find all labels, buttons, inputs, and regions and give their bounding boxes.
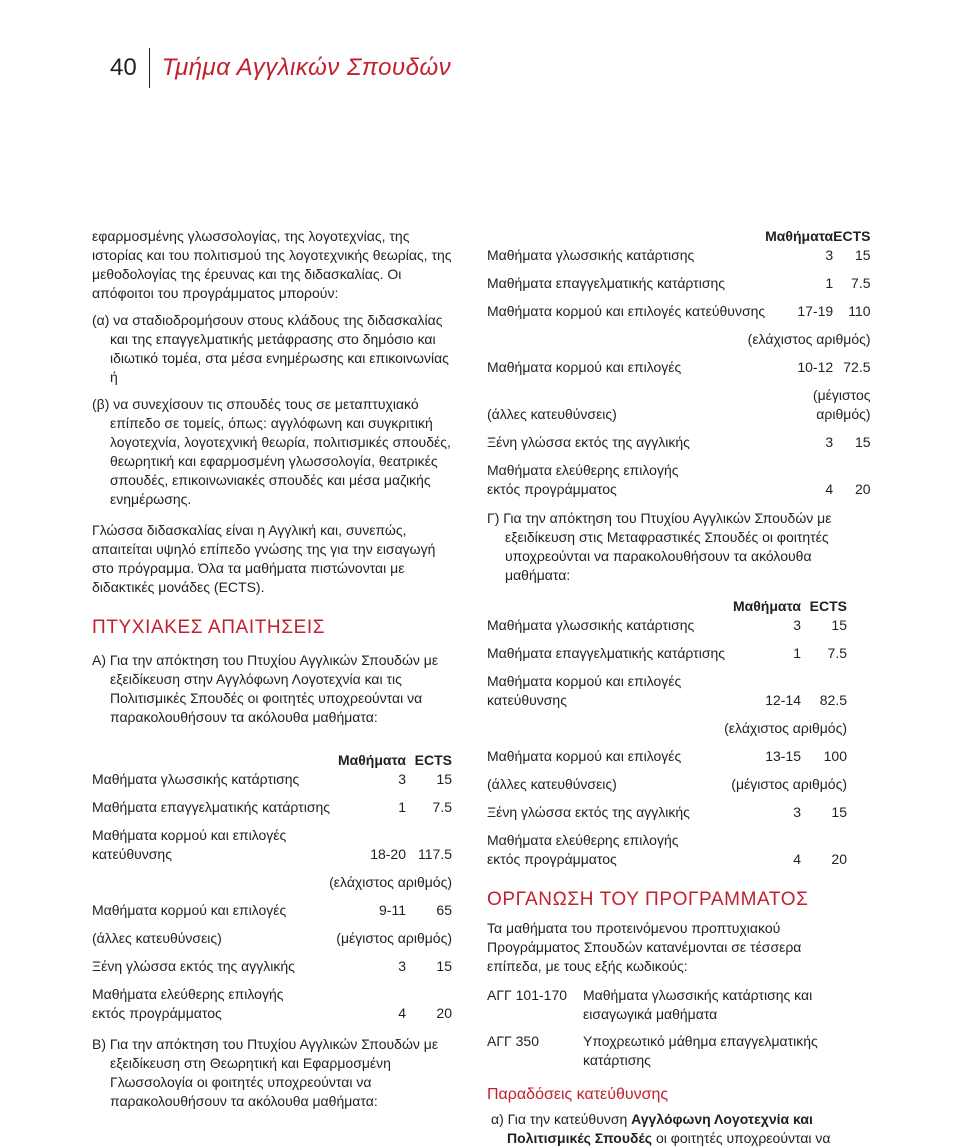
table-row	[487, 246, 871, 265]
col-courses: Μαθήματα	[732, 598, 801, 614]
row-courses: 3	[398, 958, 406, 974]
row-label	[487, 452, 765, 499]
row-label-line: Μαθήματα κορμού και επιλογές	[487, 673, 682, 689]
row-ects: 15	[854, 247, 871, 263]
row-courses: 4	[398, 1005, 406, 1021]
row-sublabel: (άλλες κατευθύνσεις)	[92, 930, 222, 946]
row-label	[487, 822, 730, 869]
row-courses: 4	[793, 851, 801, 867]
career-option-a: (α) να σταδιοδρομήσουν στους κλάδους της διδασκαλίας και της επαγγελματικής μετάφρασης στο δημόσιο και ιδιωτικό τομέα, στα μέσα ενημέρωσης και επικοινωνίας ή	[92, 312, 449, 385]
table-row	[487, 663, 847, 710]
row-label: Μαθήματα κορμού και επιλογές	[487, 748, 682, 764]
row-label: Μαθήματα κορμού και επιλογές	[92, 902, 287, 918]
table-row	[487, 616, 847, 635]
col-ects: ECTS	[809, 598, 847, 614]
row-label: Ξένη γλώσσα εκτός της αγγλικής	[487, 434, 690, 450]
row-label: Μαθήματα γλωσσικής κατάρτισης	[487, 617, 695, 633]
course-codes-table	[487, 986, 847, 1070]
row-ects: 15	[854, 434, 871, 450]
table-note-row	[487, 321, 871, 349]
page-number: 40	[110, 54, 137, 81]
row-courses: 1	[398, 799, 406, 815]
row-ects: 20	[831, 851, 847, 867]
row-label-line: Μαθήματα ελεύθερης επιλογής	[487, 832, 679, 848]
row-ects: 15	[831, 804, 847, 820]
course-code: ΑΓΓ 101-170	[487, 987, 568, 1003]
course-code: ΑΓΓ 350	[487, 1033, 540, 1049]
row-sublabel: (άλλες κατευθύνσεις)	[487, 776, 617, 792]
traditions-track-name-cont: Πολιτισμικές Σπουδές	[507, 1130, 653, 1146]
row-courses: 9-11	[379, 902, 406, 918]
row-courses: 3	[825, 434, 834, 450]
table-row	[92, 770, 452, 789]
col-courses: Μαθήματα	[765, 228, 834, 244]
row-ects: 110	[848, 303, 871, 319]
row-courses: 13-15	[765, 748, 801, 764]
table-row	[487, 452, 871, 499]
organization-text: Τα μαθήματα του προτεινόμενου προπτυχιακού Προγράμματος Σπουδών κατανέμονται σε τέσσερα επίπεδα, με τους εξής κωδικούς:	[487, 920, 802, 974]
row-label	[92, 817, 335, 864]
requirements-c-intro: Γ) Για την απόκτηση του Πτυχίου Αγγλικών Σπουδών με εξειδίκευση στις Μεταφραστικές Σπουδές οι φοιτητές υποχρεούνται να παρακολουθήσουν τα ακόλουθα μαθήματα:	[487, 510, 832, 583]
table-row	[487, 635, 847, 663]
row-note: (ελάχιστος αριθμός)	[747, 331, 871, 347]
row-ects: 65	[436, 902, 452, 918]
row-label: Μαθήματα γλωσσικής κατάρτισης	[92, 771, 300, 787]
table-row	[487, 794, 847, 822]
row-label	[487, 663, 730, 710]
row-label: Ξένη γλώσσα εκτός της αγγλικής	[487, 804, 690, 820]
row-label-line: εκτός προγράμματος	[487, 481, 617, 497]
row-label-line: Μαθήματα ελεύθερης επιλογής	[92, 986, 284, 1002]
requirements-b-intro: Β) Για την απόκτηση του Πτυχίου Αγγλικών Σπουδών με εξειδίκευση στη Θεωρητική και Εφαρμοσμένη Γλωσσολογία οι φοιτητές υποχρεούνται να παρακολουθήσουν τα ακόλουθα μαθήματα:	[92, 1036, 439, 1109]
course-code-desc: Μαθήματα γλωσσικής κατάρτισης και εισαγωγικά μαθήματα	[583, 987, 813, 1022]
row-ects: 72.5	[843, 359, 871, 375]
left-column	[92, 227, 452, 1111]
row-ects: 15	[436, 958, 452, 974]
page-header	[110, 50, 451, 86]
row-ects: 100	[823, 748, 847, 764]
row-courses: 3	[398, 771, 406, 787]
organization-heading: ΟΡΓΑΝΩΣΗ ΤΟΥ ΠΡΟΓΡΑΜΜΑΤΟΣ	[487, 889, 809, 910]
language-note: Γλώσσα διδασκαλίας είναι η Αγγλική και, συνεπώς, απαιτείται υψηλό επίπεδο γνώσης της για την εισαγωγή στο πρόγραμμα. Όλα τα μαθήματα πιστώνονται με διδακτικές μονάδες (ECTS).	[92, 522, 436, 595]
row-courses: 17-19	[797, 303, 834, 319]
row-courses: 4	[825, 481, 834, 497]
table-header-row	[92, 751, 452, 770]
table-row	[487, 293, 871, 321]
section-title: Τμήμα Αγγλικών Σπουδών	[161, 54, 452, 81]
row-label-line: εκτός προγράμματος	[92, 1005, 222, 1021]
table-header-row	[487, 227, 871, 246]
table-row	[487, 738, 847, 766]
row-note: (ελάχιστος αριθμός)	[329, 874, 452, 890]
code-row	[487, 986, 847, 1024]
table-row	[92, 789, 452, 817]
row-courses: 3	[825, 247, 834, 263]
table-note-row	[92, 920, 452, 948]
credits-table-a	[92, 751, 452, 1023]
row-label: Ξένη γλώσσα εκτός της αγγλικής	[92, 958, 295, 974]
row-label-line: κατεύθυνσης	[92, 846, 172, 862]
row-note: (μέγιστος αριθμός)	[731, 776, 847, 792]
table-row	[487, 424, 871, 452]
row-label-line: εκτός προγράμματος	[487, 851, 617, 867]
table-row	[92, 817, 452, 864]
row-label: Μαθήματα επαγγελματικής κατάρτισης	[92, 799, 330, 815]
row-note: (ελάχιστος αριθμός)	[724, 720, 847, 736]
traditions-track-name: Αγγλόφωνη Λογοτεχνία και	[631, 1111, 813, 1127]
table-note-row	[92, 864, 452, 892]
row-ects: 117.5	[418, 846, 452, 862]
requirements-heading: ΠΤΥΧΙΑΚΕΣ ΑΠΑΙΤΗΣΕΙΣ	[92, 617, 326, 638]
credits-table-c	[487, 597, 847, 869]
col-courses: Μαθήματα	[337, 752, 406, 768]
intro-paragraph: εφαρμοσμένης γλωσσολογίας, της λογοτεχνίας, της ιστορίας και του πολιτισμού της λογοτεχνικής θεωρίας, της μεθοδολογίας της έρευνας και της διδασκαλίας. Οι απόφοιτοι του προγράμματος μπορούν:	[92, 228, 452, 301]
row-courses: 12-14	[765, 692, 801, 708]
table-row	[487, 349, 871, 377]
row-ects: 82.5	[819, 692, 847, 708]
table-row	[92, 892, 452, 920]
row-ects: 20	[436, 1005, 452, 1021]
row-ects: 7.5	[827, 645, 847, 661]
row-courses: 10-12	[797, 359, 834, 375]
table-row	[92, 948, 452, 976]
row-ects: 15	[436, 771, 452, 787]
table-note-row	[487, 766, 847, 794]
table-row	[487, 822, 847, 869]
course-code-desc: Υποχρεωτικό μάθημα επαγγελματικής κατάρτισης	[583, 1033, 818, 1068]
table-header-row	[487, 597, 847, 616]
requirements-a-intro: Α) Για την απόκτηση του Πτυχίου Αγγλικών Σπουδών με εξειδίκευση στην Αγγλόφωνη Λογοτεχνία και τις Πολιτισμικές Σπουδές οι φοιτητές υποχρεούνται να παρακολουθήσουν τα ακόλουθα μαθήματα:	[92, 652, 439, 725]
row-ects: 7.5	[851, 275, 871, 291]
row-label-line: Μαθήματα ελεύθερης επιλογής	[487, 462, 679, 478]
row-note: (μέγιστος αριθμός)	[812, 387, 871, 422]
row-label: Μαθήματα επαγγελματικής κατάρτισης	[487, 645, 725, 661]
career-option-b: (β) να συνεχίσουν τις σπουδές τους σε μεταπτυχιακό επίπεδο σε τομείς, όπως: αγγλόφωνη και συγκριτική λογοτεχνία, λογοτεχνική θεωρία, πολιτισμικές σπουδές, θεωρητική και εφαρμοσμένη γλωσσολογία, θεατρικές σπουδές, επικοινωνιακές σπουδές και μέσα μαζικής ενημέρωσης.	[92, 396, 451, 507]
code-row	[487, 1024, 847, 1070]
row-sublabel: (άλλες κατευθύνσεις)	[487, 406, 617, 422]
row-courses: 3	[793, 804, 801, 820]
row-courses: 18-20	[370, 846, 406, 862]
row-courses: 1	[793, 645, 801, 661]
credits-table-b	[487, 227, 871, 499]
row-label-line: Μαθήματα κορμού και επιλογές	[92, 827, 287, 843]
row-label: Μαθήματα κορμού και επιλογές	[487, 359, 682, 375]
row-label: Μαθήματα γλωσσικής κατάρτισης	[487, 247, 695, 263]
traditions-prefix: α) Για την κατεύθυνση	[491, 1111, 632, 1127]
table-row	[92, 976, 452, 1023]
traditions-suffix: οι φοιτητές υποχρεούνται να	[652, 1130, 831, 1146]
table-note-row	[487, 377, 871, 424]
row-ects: 15	[831, 617, 847, 633]
table-row	[487, 265, 871, 293]
row-courses: 1	[825, 275, 834, 291]
right-column	[487, 227, 871, 1148]
row-ects: 20	[854, 481, 871, 497]
row-ects: 7.5	[432, 799, 452, 815]
table-note-row	[487, 710, 847, 738]
row-label-line: κατεύθυνσης	[487, 692, 567, 708]
col-ects: ECTS	[414, 752, 452, 768]
traditions-heading: Παραδόσεις κατεύθυνσης	[487, 1086, 669, 1103]
col-ects: ECTS	[833, 228, 871, 244]
row-label: Μαθήματα επαγγελματικής κατάρτισης	[487, 275, 725, 291]
row-courses: 3	[793, 617, 801, 633]
row-label	[92, 976, 335, 1023]
row-note: (μέγιστος αριθμός)	[336, 930, 452, 946]
row-label: Μαθήματα κορμού και επιλογές κατεύθυνσης	[487, 303, 766, 319]
traditions-text	[487, 1110, 847, 1148]
